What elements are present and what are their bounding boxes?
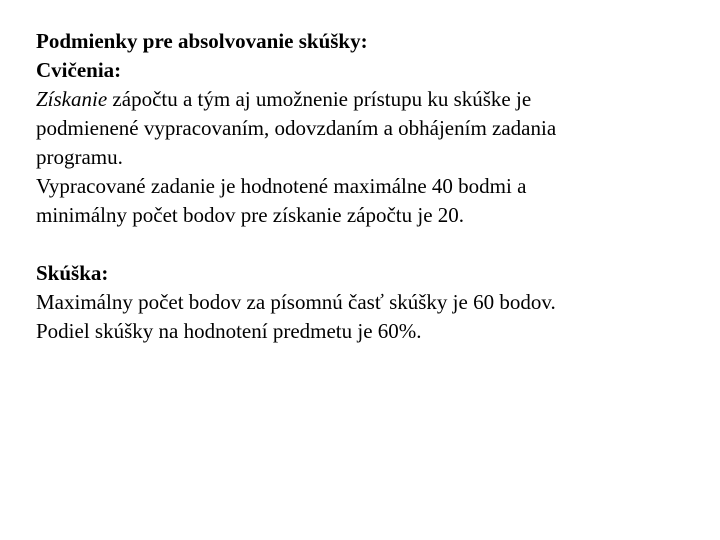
exam-line-2: Podiel skúšky na hodnotení predmetu je 60%.	[36, 319, 422, 343]
exercises-title: Cvičenia:	[36, 58, 122, 82]
exam-title: Skúška:	[36, 261, 109, 285]
exercises-line-4: Vypracované zadanie je hodnotené maximálne 40 bodmi a	[36, 174, 527, 198]
exercises-line-2: podmienené vypracovaním, odovzdaním a obhájením zadania	[36, 116, 557, 140]
exercises-line-3: programu.	[36, 145, 123, 169]
exercises-line-5: minimálny počet bodov pre získanie zápočtu je 20.	[36, 203, 465, 227]
exercises-line-1-rest: zápočtu a tým aj umožnenie prístupu ku skúške je	[107, 87, 532, 111]
exercises-intro-word: Získanie	[36, 87, 108, 111]
exercises-line-1	[36, 85, 696, 114]
exam-line-1: Maximálny počet bodov za písomnú časť skúšky je 60 bodov.	[36, 290, 556, 314]
text-block	[36, 27, 696, 346]
page-title: Podmienky pre absolvovanie skúšky:	[36, 29, 368, 53]
paragraph-spacer	[36, 230, 696, 259]
